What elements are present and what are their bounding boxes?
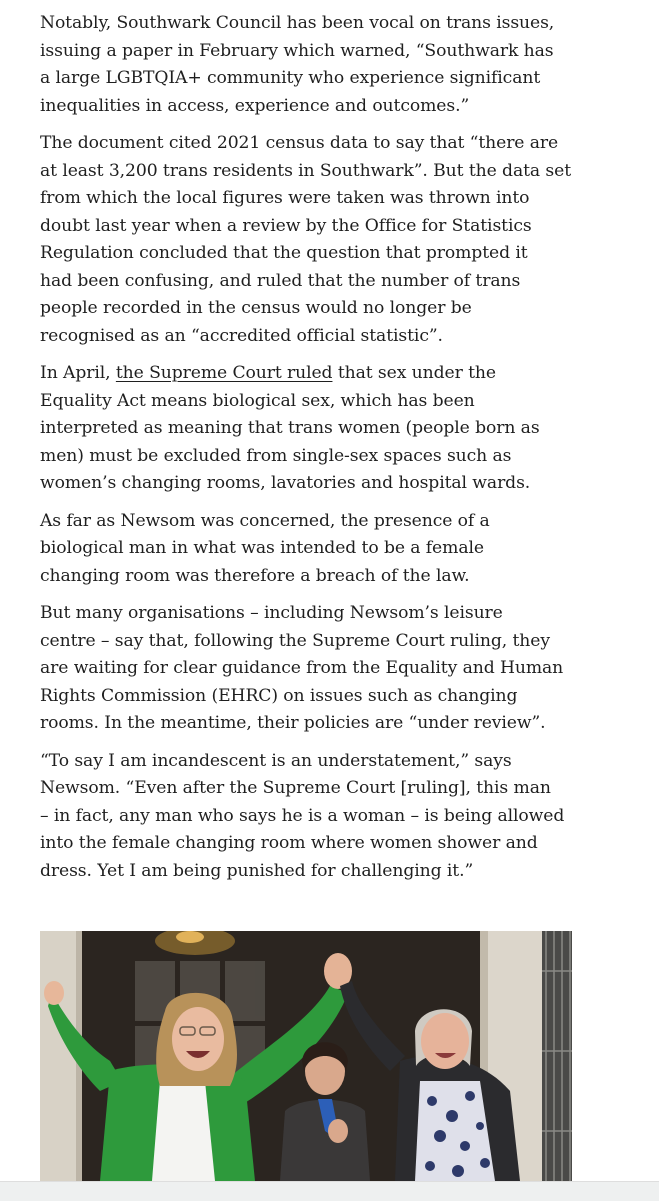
raised-fist: [44, 981, 64, 1005]
chandelier-light: [176, 931, 204, 943]
text-line: “To say I am incandescent is an understatement,” says: [40, 750, 512, 771]
text-line: a large LGBTQIA+ community who experience significant: [40, 68, 541, 88]
text-line: Newsom. “Even after the Supreme Court [ruling], this man: [40, 778, 551, 798]
white-shirt: [152, 1081, 215, 1181]
face-woman-right: [421, 1013, 469, 1069]
text-line: changing room was therefore a breach of the law.: [40, 565, 470, 586]
paragraph-southwark-council: [40, 10, 620, 120]
text-line: are waiting for clear guidance from the Equality and Human: [40, 658, 564, 678]
paragraph-newsom-quote: [40, 748, 620, 886]
text-line: women’s changing rooms, lavatories and hospital wards.: [40, 473, 531, 493]
text-line: – in fact, any man who says he is a woman – is being allowed: [40, 805, 565, 826]
text-line: [40, 360, 620, 388]
supreme-court-ruling-link[interactable]: the Supreme Court ruled: [115, 363, 333, 383]
text-line: people recorded in the census would no longer be: [40, 298, 472, 318]
text-line: Equality Act means biological sex, which has been: [40, 390, 475, 411]
text-line: Regulation concluded that the question that prompted it: [40, 243, 528, 263]
text-line: centre – say that, following the Supreme Court ruling, they: [40, 630, 550, 651]
text-line: As far as Newsom was concerned, the presence of a: [40, 510, 490, 531]
paragraph-census-data: [40, 130, 620, 350]
photo-illustration: [40, 931, 572, 1181]
text-line: doubt last year when a review by the Office for Statistics: [40, 215, 532, 236]
article-body: [40, 10, 620, 895]
face-woman-green: [172, 1007, 224, 1071]
paragraph-breach-of-law: [40, 508, 620, 591]
text-fragment: In April,: [40, 363, 116, 383]
text-line: biological man in what was intended to be a female: [40, 538, 484, 558]
text-line: men) must be excluded from single-sex spaces such as: [40, 445, 512, 466]
paragraph-supreme-court: [40, 360, 620, 498]
text-line: recognised as an “accredited official statistic”.: [40, 325, 443, 346]
text-line: Notably, Southwark Council has been vocal on trans issues,: [40, 13, 555, 33]
text-line: had been confusing, and ruled that the number of trans: [40, 270, 521, 291]
text-line: Rights Commission (EHRC) on issues such as changing: [40, 685, 518, 706]
text-line: But many organisations – including Newsom’s leisure: [40, 603, 503, 623]
text-line: The document cited 2021 census data to say that “there are: [40, 133, 559, 153]
article-photo: [40, 931, 572, 1181]
clasped-hands: [328, 1119, 348, 1143]
text-fragment: that sex under the: [332, 363, 496, 383]
text-line: interpreted as meaning that trans women (people born as: [40, 418, 540, 438]
bottom-bar: [0, 1181, 659, 1201]
text-line: dress. Yet I am being punished for challenging it.”: [40, 860, 474, 881]
paragraph-organisations: [40, 600, 620, 738]
text-line: from which the local figures were taken was thrown into: [40, 188, 530, 208]
text-line: at least 3,200 trans residents in Southwark”. But the data set: [40, 160, 572, 181]
text-line: into the female changing room where women shower and: [40, 833, 538, 853]
text-line: rooms. In the meantime, their policies are “under review”.: [40, 713, 546, 733]
text-line: issuing a paper in February which warned, “Southwark has: [40, 40, 554, 61]
text-line: inequalities in access, experience and outcomes.”: [40, 95, 470, 116]
